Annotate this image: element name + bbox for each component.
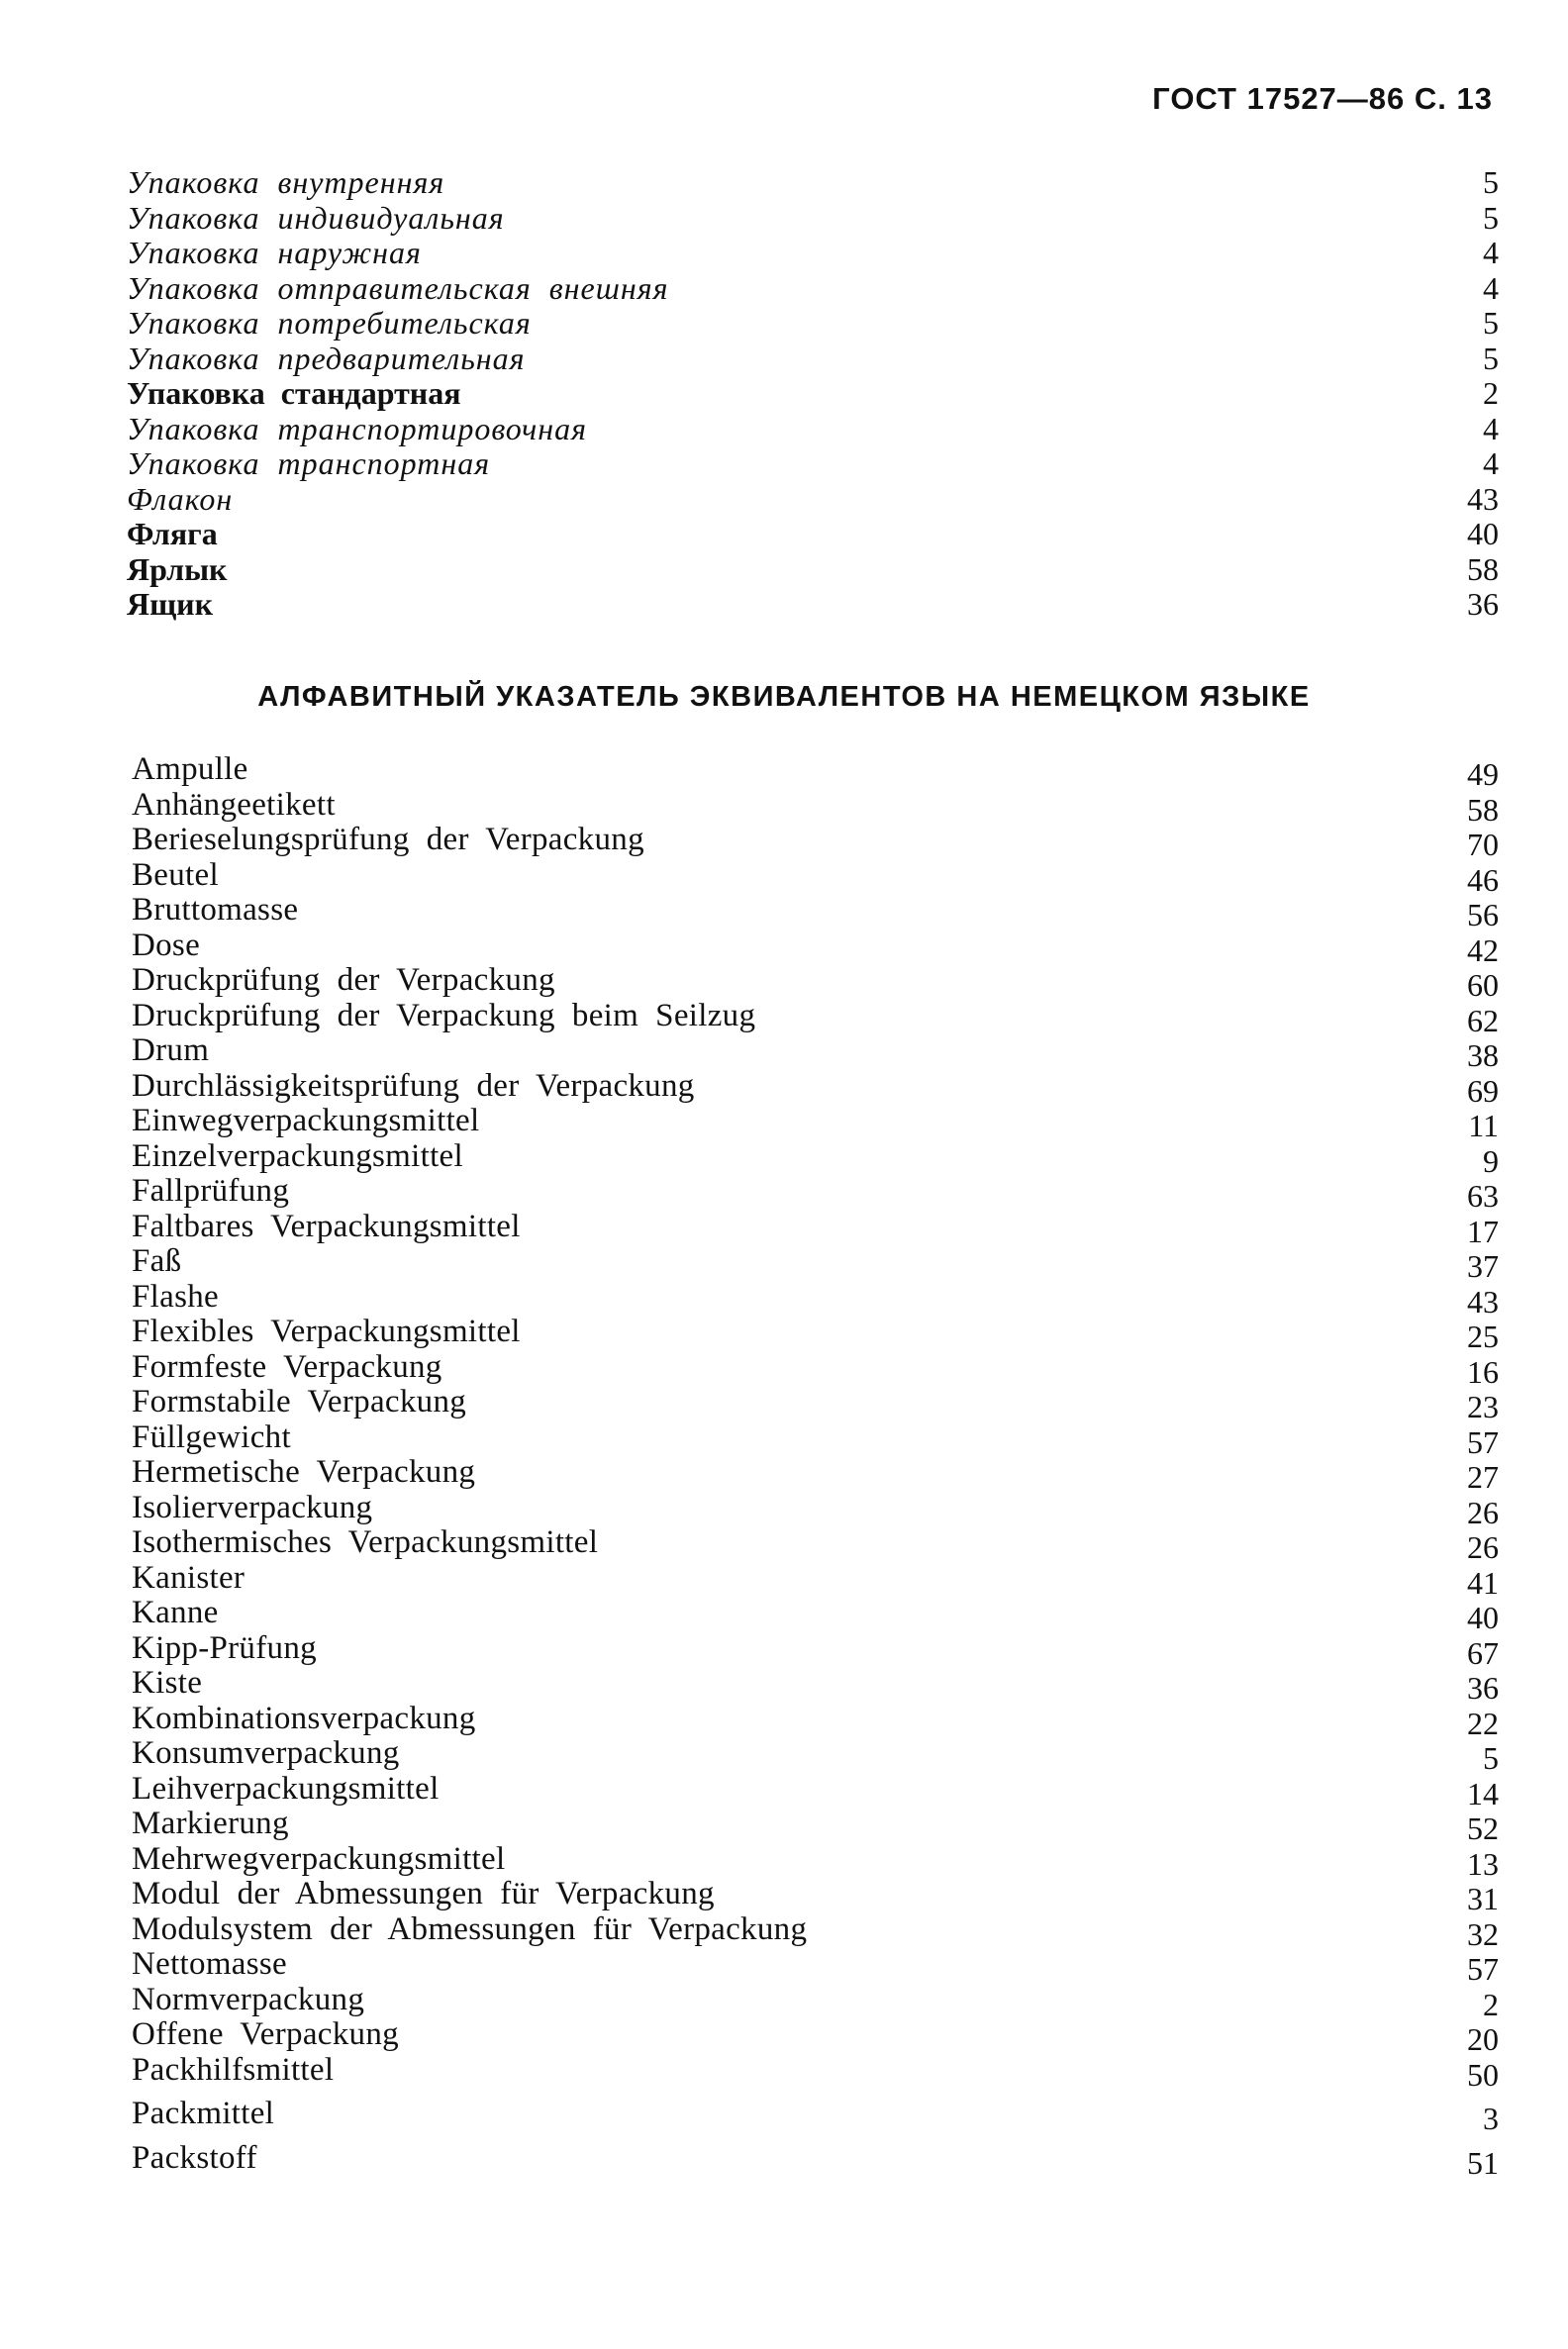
index-term: Kombinationsverpackung [132,1700,476,1736]
index-page-number: 4 [1483,445,1499,481]
german-term-index [132,751,1499,2181]
index-row [132,1700,1499,1741]
index-term: Beutel [132,856,219,893]
index-row [132,2096,1499,2136]
index-row [132,1840,1499,1882]
index-page-number: 27 [1467,1459,1499,1495]
index-page-number: 58 [1467,550,1499,587]
index-row [132,1348,1499,1390]
index-row [127,342,1499,377]
index-term: Modul der Abmessungen für Verpackung [132,1876,715,1911]
index-page-number: 70 [1467,827,1499,862]
index-term: Formfeste Verpackung [132,1348,442,1385]
index-row [127,412,1499,447]
index-term: Faltbares Verpackungsmittel [132,1208,521,1244]
index-page-number: 43 [1467,1283,1499,1320]
index-term: Normverpackung [132,1981,365,2017]
index-term: Durchlässigkeitsprüfung der Verpackung [132,1067,695,1104]
index-page-number: 42 [1467,931,1499,968]
index-term: Kanne [132,1595,219,1630]
index-page-number: 25 [1467,1319,1499,1354]
index-page-number: 17 [1467,1213,1499,1249]
index-term: Упаковка индивидуальная [127,199,505,236]
running-header: ГОСТ 17527—86 С. 13 [1152,81,1493,116]
index-row [132,1910,1499,1952]
index-term: Einwegverpackungsmittel [132,1103,480,1138]
index-row [127,587,1499,623]
index-page-number: 56 [1467,897,1499,932]
index-row [127,201,1499,237]
index-page-number: 31 [1467,1881,1499,1916]
index-row [132,786,1499,828]
index-page-number: 36 [1467,586,1499,622]
index-row [132,2016,1499,2057]
index-term: Фляга [127,516,218,551]
index-page-number: 69 [1467,1072,1499,1109]
index-page-number: 9 [1483,1142,1499,1179]
index-term: Packstoff [132,2139,257,2176]
index-term: Hermetische Verpackung [132,1454,476,1490]
index-page-number: 3 [1483,2101,1499,2136]
index-term: Anhängeetikett [132,786,336,823]
index-row [132,1137,1499,1179]
index-term: Füllgewicht [132,1419,291,1455]
index-term: Formstabile Verpackung [132,1384,467,1419]
index-row [132,1454,1499,1495]
index-page-number: 16 [1467,1353,1499,1390]
index-row [127,306,1499,342]
index-term: Packmittel [132,2096,275,2131]
index-page-number: 13 [1467,1845,1499,1882]
index-row [132,856,1499,898]
index-page-number: 26 [1467,1494,1499,1530]
index-page-number: 37 [1467,1248,1499,1284]
index-row [132,1559,1499,1601]
index-page-number: 5 [1483,1740,1499,1776]
index-page-number: 4 [1483,235,1499,270]
index-term: Упаковка стандартная [127,375,461,411]
index-row [132,751,1499,792]
index-page-number: 5 [1483,199,1499,236]
index-term: Fallprüfung [132,1173,290,1209]
index-row [132,1876,1499,1916]
index-row [127,446,1499,482]
index-page-number: 5 [1483,164,1499,200]
index-row [132,1278,1499,1320]
index-row [132,997,1499,1038]
index-page-number: 5 [1483,305,1499,341]
index-term: Leihverpackungsmittel [132,1770,440,1807]
index-row [132,2051,1499,2093]
index-term: Kipp-Prüfung [132,1629,317,1666]
index-row [132,1524,1499,1565]
index-row [127,552,1499,588]
index-page-number: 58 [1467,791,1499,828]
index-term: Flexibles Verpackungsmittel [132,1314,521,1349]
index-term: Ящик [127,586,213,622]
index-row [127,482,1499,518]
index-row [132,927,1499,968]
index-term: Druckprüfung der Verpackung beim Seilzug [132,997,756,1033]
index-page-number: 43 [1467,480,1499,517]
index-row [132,1419,1499,1460]
index-page-number: 50 [1467,2056,1499,2093]
index-page-number: 22 [1467,1705,1499,1741]
index-row [132,1314,1499,1354]
index-term: Kiste [132,1665,203,1701]
index-row [132,1629,1499,1671]
index-page-number: 32 [1467,1915,1499,1952]
index-term: Einzelverpackungsmittel [132,1137,463,1174]
index-page-number: 46 [1467,861,1499,898]
index-page-number: 57 [1467,1951,1499,1987]
index-term: Dose [132,927,201,963]
index-term: Ярлык [127,550,228,587]
index-term: Упаковка транспортировочная [127,410,587,446]
index-page-number: 49 [1467,756,1499,792]
index-term: Druckprüfung der Verpackung [132,962,555,998]
index-page-number: 51 [1467,2144,1499,2181]
index-page-number: 60 [1467,967,1499,1003]
index-term: Mehrwegverpackungsmittel [132,1840,506,1877]
index-row [132,1208,1499,1249]
index-term: Flashe [132,1278,219,1315]
index-row [127,165,1499,201]
index-row [132,962,1499,1003]
index-term: Isothermisches Verpackungsmittel [132,1524,599,1560]
section-heading: АЛФАВИТНЫЙ УКАЗАТЕЛЬ ЭКВИВАЛЕНТОВ НА НЕМЕЦКОМ ЯЗЫКЕ [257,681,1311,713]
index-row [132,1103,1499,1143]
index-page-number: 4 [1483,269,1499,306]
index-term: Упаковка транспортная [127,445,491,481]
index-page-number: 14 [1467,1775,1499,1811]
index-page-number: 62 [1467,1002,1499,1038]
index-term: Modulsystem der Abmessungen für Verpackung [132,1910,808,1947]
index-row [132,1665,1499,1706]
index-row [132,1384,1499,1424]
index-page-number: 4 [1483,410,1499,446]
index-page-number: 20 [1467,2021,1499,2057]
index-row [132,1067,1499,1109]
index-row [132,1595,1499,1635]
index-term: Упаковка потребительская [127,305,532,341]
index-term: Berieselungsprüfung der Verpackung [132,822,644,857]
index-row [132,1032,1499,1073]
index-row [132,1981,1499,2022]
index-page-number: 40 [1467,1600,1499,1635]
index-term: Packhilfsmittel [132,2051,335,2088]
index-page-number: 52 [1467,1811,1499,1846]
index-page-number: 57 [1467,1423,1499,1460]
index-page-number: 38 [1467,1037,1499,1073]
index-row [132,1735,1499,1776]
index-row [132,1806,1499,1846]
index-row [127,236,1499,271]
index-row [132,1243,1499,1284]
index-term: Nettomasse [132,1946,287,1982]
index-term: Упаковка внутренняя [127,164,445,200]
index-row [132,1770,1499,1811]
index-row [127,376,1499,412]
index-page-number: 63 [1467,1178,1499,1214]
index-page-number: 5 [1483,340,1499,376]
index-term: Konsumverpackung [132,1735,400,1771]
index-page-number: 40 [1467,516,1499,551]
index-term: Faß [132,1243,182,1279]
index-page-number: 2 [1483,1986,1499,2022]
russian-term-index [127,165,1499,623]
index-term: Упаковка отправительская внешняя [127,269,669,306]
index-page-number: 2 [1483,375,1499,411]
index-term: Bruttomasse [132,892,299,928]
index-term: Isolierverpackung [132,1489,373,1525]
index-row [127,517,1499,552]
index-page-number: 23 [1467,1389,1499,1424]
index-term: Offene Verpackung [132,2016,399,2052]
index-row [132,1489,1499,1530]
index-row [132,892,1499,932]
index-page-number: 26 [1467,1529,1499,1565]
index-row [132,822,1499,862]
index-term: Упаковка наружная [127,235,422,270]
index-term: Drum [132,1032,210,1068]
index-term: Markierung [132,1806,289,1841]
index-page-number: 41 [1467,1564,1499,1601]
index-row [132,1946,1499,1987]
index-row [132,1173,1499,1214]
index-row [132,2139,1499,2181]
index-page-number: 67 [1467,1634,1499,1671]
index-term: Ampulle [132,751,248,787]
index-page-number: 11 [1468,1108,1499,1143]
index-row [127,271,1499,307]
index-page-number: 36 [1467,1670,1499,1706]
index-term: Упаковка предварительная [127,340,526,376]
index-term: Kanister [132,1559,245,1596]
index-term: Флакон [127,480,234,517]
